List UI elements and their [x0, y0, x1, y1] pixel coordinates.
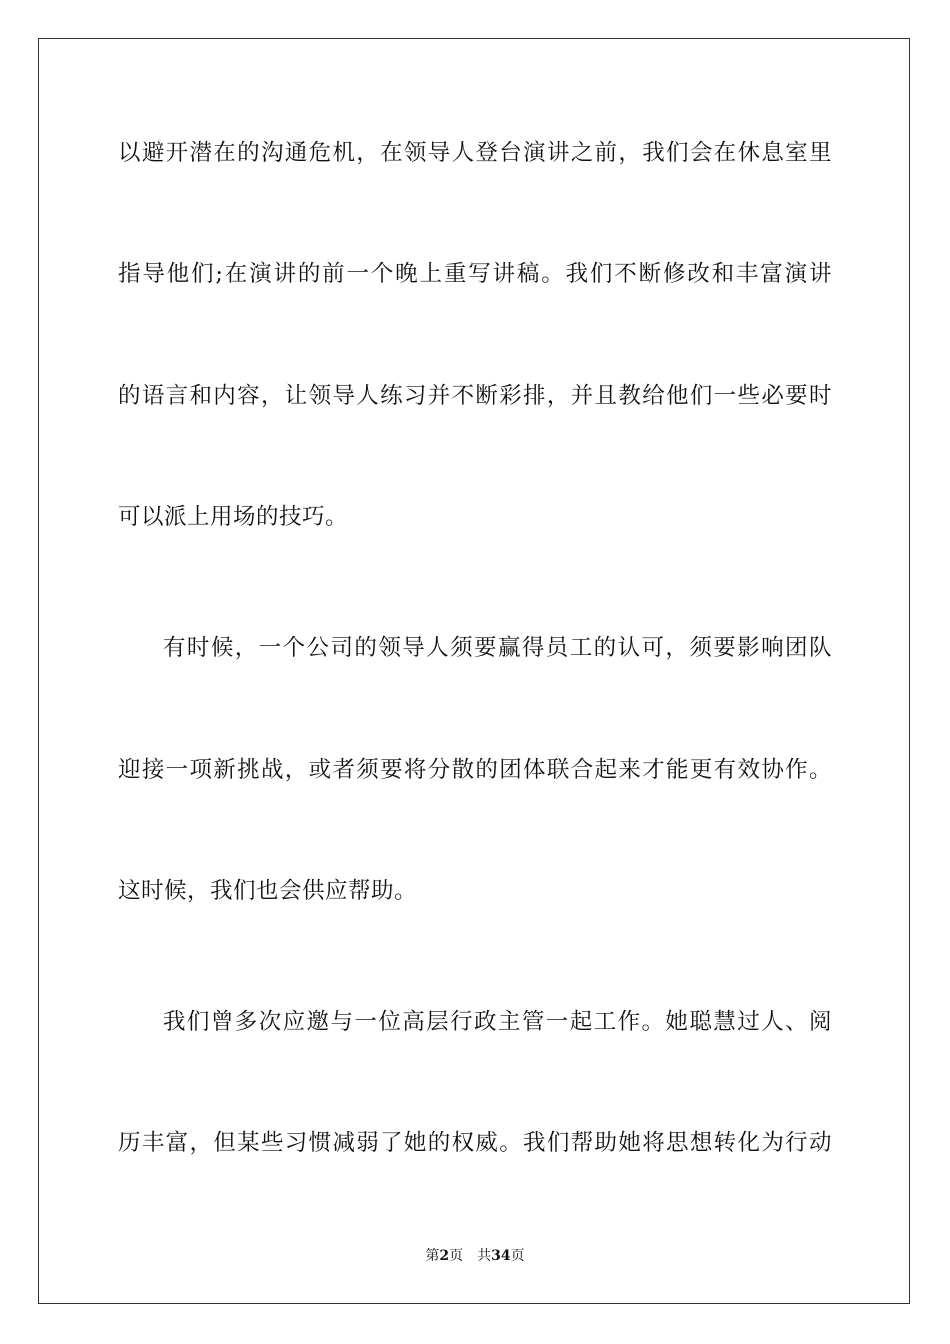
- page-number: 2: [439, 1248, 450, 1264]
- page-footer: [0, 1247, 950, 1265]
- paragraph-line-2: 指导他们;在演讲的前一个晚上重写讲稿。我们不断修改和丰富演讲: [118, 261, 832, 287]
- page-border: [38, 38, 910, 1304]
- page-label-suffix: 页: [449, 1248, 464, 1264]
- total-label-prefix: 共: [477, 1248, 492, 1264]
- paragraph-line-5: 有时候，一个公司的领导人须要赢得员工的认可，须要影响团队: [163, 635, 832, 661]
- paragraph-line-6: 迎接一项新挑战，或者须要将分散的团体联合起来才能更有效协作。: [118, 757, 832, 783]
- paragraph-line-4: 可以派上用场的技巧。: [118, 504, 349, 530]
- total-pages: 34: [491, 1248, 511, 1264]
- paragraph-line-7: 这时候，我们也会供应帮助。: [118, 878, 418, 904]
- page-label-prefix: 第: [425, 1248, 440, 1264]
- paragraph-line-1: 以避开潜在的沟通危机，在领导人登台演讲之前，我们会在休息室里: [118, 140, 832, 166]
- total-label-suffix: 页: [510, 1248, 525, 1264]
- paragraph-line-9: 历丰富，但某些习惯减弱了她的权威。我们帮助她将思想转化为行动: [118, 1130, 832, 1156]
- paragraph-line-8: 我们曾多次应邀与一位高层行政主管一起工作。她聪慧过人、阅: [163, 1009, 832, 1035]
- paragraph-line-3: 的语言和内容，让领导人练习并不断彩排，并且教给他们一些必要时: [118, 383, 832, 409]
